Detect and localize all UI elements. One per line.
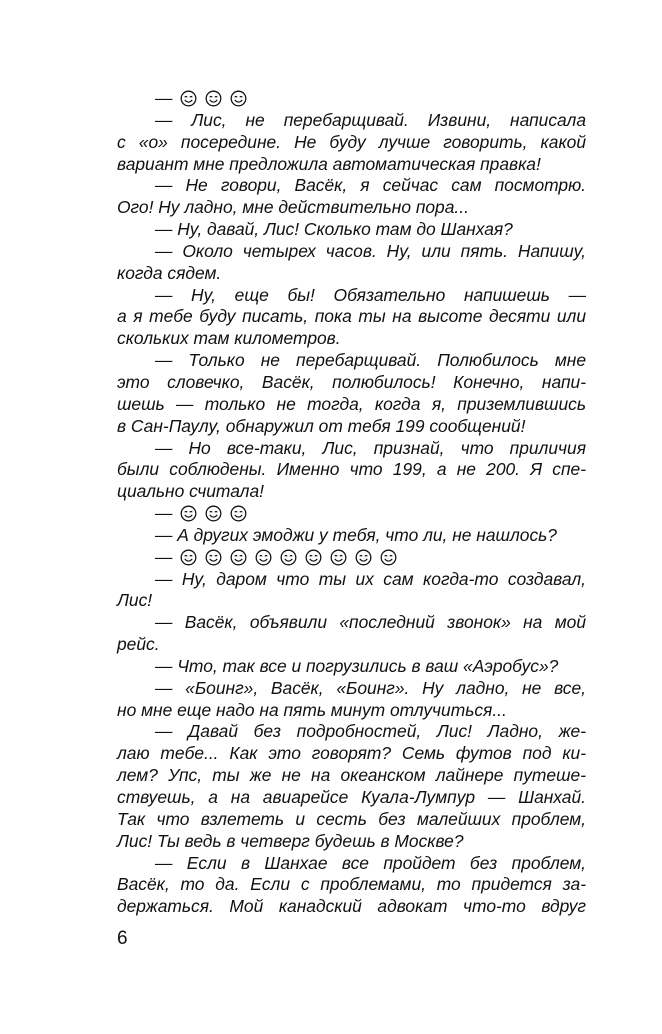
text-line: — Васёк, объявили «последний звонок» на мой <box>155 612 586 633</box>
smiling-face-icon <box>230 505 247 522</box>
text-line: а я тебе буду писать, пока ты на высоте десяти или <box>117 306 586 327</box>
text-line: шешь — только не тогда, когда я, приземлившись <box>117 393 586 414</box>
text-line: Так что взлететь и сесть без малейших проблем, <box>117 808 586 829</box>
text-line: лаю тебе... Как это говорят? Семь футов под ки- <box>117 743 586 764</box>
dash: — <box>155 503 173 524</box>
text-line: — А других эмоджи у тебя, что ли, не нашлось? <box>155 524 557 545</box>
smiling-face-icon <box>180 549 197 566</box>
smiling-face-icon <box>230 549 247 566</box>
smiling-face-icon <box>180 90 197 107</box>
text-line: — Лис, не перебарщивай. Извини, написала <box>155 109 586 130</box>
smiling-face-icon <box>205 90 222 107</box>
smiling-face-icon <box>230 90 247 107</box>
smiling-face-icon <box>205 505 222 522</box>
page-text <box>117 88 586 918</box>
text-line: Васёк, то да. Если с проблемами, то придется за- <box>117 874 586 895</box>
text-line: Лис! <box>117 590 153 611</box>
text-line: — Что, так все и погрузились в ваш «Аэробус»? <box>155 655 559 676</box>
page-number: 6 <box>117 928 128 949</box>
emoji-line-1 <box>117 88 586 110</box>
smiling-face-icon <box>380 549 397 566</box>
smiling-face-icon <box>255 549 272 566</box>
text-line: ствуешь, а на авиарейсе Куала-Лумпур — Шанхай. <box>117 787 586 807</box>
text-line: в Сан-Паулу, обнаружил от тебя 199 сообщений! <box>117 415 526 436</box>
text-line: держаться. Мой канадский адвокат что-то вдруг <box>117 896 586 917</box>
smiling-face-icon <box>305 549 322 566</box>
text-line: когда сядем. <box>117 262 222 283</box>
dash: — <box>155 88 173 108</box>
text-line: вариант мне предложила автоматическая правка! <box>117 153 541 174</box>
text-line: рейс. <box>117 634 160 655</box>
text-line: — Если в Шанхае все пройдет без проблем, <box>155 852 586 873</box>
text-line: — Ну, даром что ты их сам когда-то создавал, <box>155 568 586 589</box>
text-line: но мне еще надо на пять минут отлучиться... <box>117 699 507 720</box>
text-line: лем? Упс, ты же не на океанском лайнере путеше- <box>117 765 586 786</box>
text-line: — Давай без подробностей, Лис! Ладно, же- <box>155 721 586 742</box>
text-line: — «Боинг», Васёк, «Боинг». Ну ладно, не все, <box>155 677 586 698</box>
smiling-face-icon <box>280 549 297 566</box>
text-line: — Около четырех часов. Ну, или пять. Напишу, <box>155 240 586 261</box>
text-line: Ого! Ну ладно, мне действительно пора... <box>117 197 469 218</box>
text-line: — Но все-таки, Лис, признай, что приличия <box>155 437 586 458</box>
text-line: с «о» посередине. Не буду лучше говорить, какой <box>117 131 586 152</box>
smiling-face-icon <box>330 549 347 566</box>
text-line: циально считала! <box>117 481 264 502</box>
text-line: — Не говори, Васёк, я сейчас сам посмотрю. <box>155 175 586 196</box>
text-line: скольких там километров. <box>117 328 341 349</box>
smiling-face-icon <box>205 549 222 566</box>
text-line: — Ну, давай, Лис! Сколько там до Шанхая? <box>155 219 513 240</box>
text-line: — Ну, еще бы! Обязательно напишешь — <box>155 284 586 305</box>
text-line: были соблюдены. Именно что 199, а не 200. Я спе- <box>117 459 586 480</box>
text-line: это словечко, Васёк, полюбилось! Конечно, напи- <box>117 371 586 392</box>
text-line: — Только не перебарщивай. Полюбилось мне <box>155 350 586 371</box>
emoji-line-2 <box>117 503 586 525</box>
text-line: Лис! Ты ведь в четверг будешь в Москве? <box>117 830 464 851</box>
dash: — <box>155 546 173 567</box>
smiling-face-icon <box>355 549 372 566</box>
emoji-line-3 <box>117 547 586 569</box>
smiling-face-icon <box>180 505 197 522</box>
